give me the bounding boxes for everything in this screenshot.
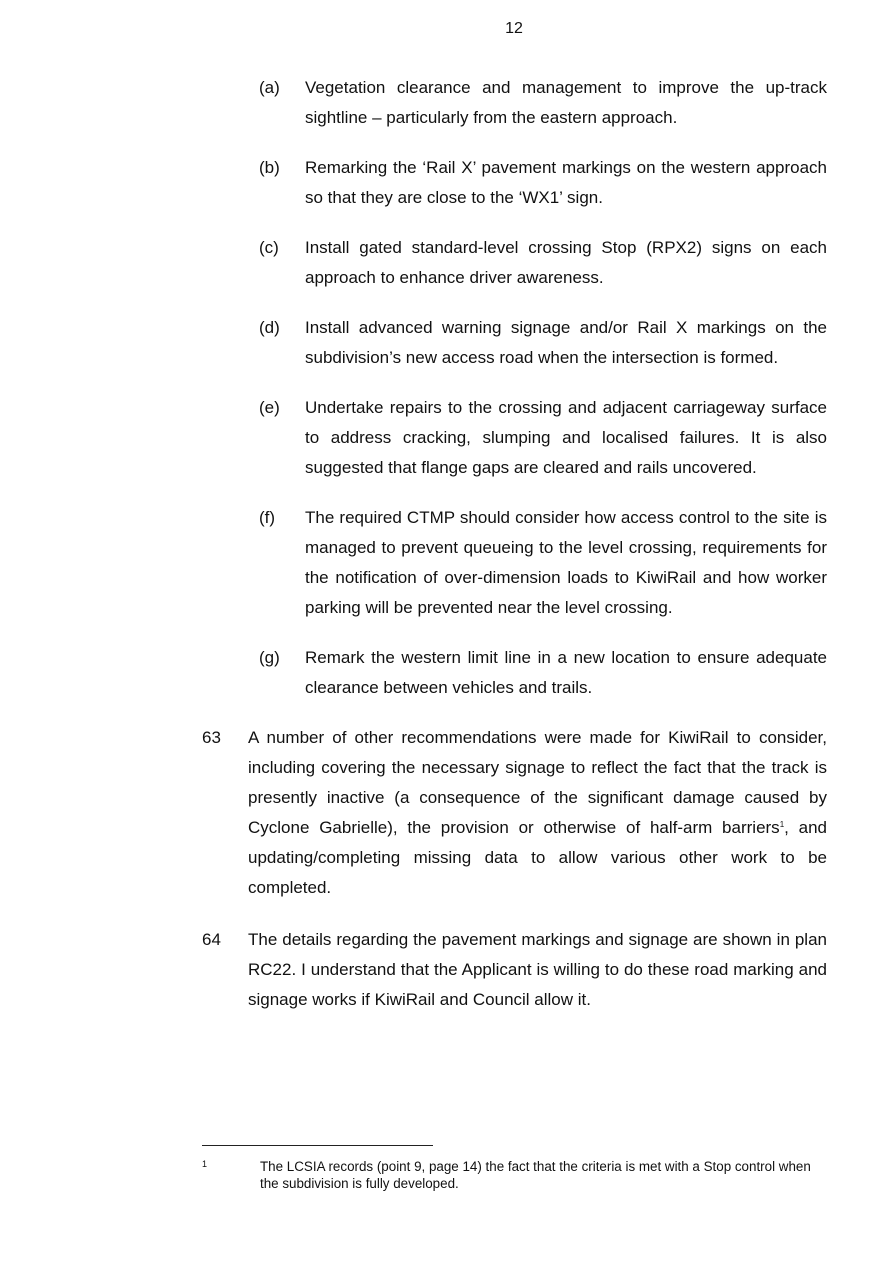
list-marker: (b) xyxy=(259,158,280,177)
list-item-b xyxy=(259,153,827,213)
list-item-text: Remark the western limit line in a new location to ensure adequate clearance between vehicles and trails. xyxy=(305,648,827,697)
list-marker: (a) xyxy=(259,78,280,97)
list-item-e xyxy=(259,393,827,483)
paragraph-63 xyxy=(202,723,827,903)
list-item-a xyxy=(259,73,827,133)
paragraph-text-part: , and updating/completing missing data to allow various other work to be completed. xyxy=(248,818,827,897)
list-item-g xyxy=(259,643,827,703)
footnote-reference[interactable]: 1 xyxy=(779,820,785,829)
footnote-text: The LCSIA records (point 9, page 14) the fact that the criteria is met with a Stop control when the subdivision is fully developed. xyxy=(260,1159,811,1191)
list-item-text: Install gated standard-level crossing Stop (RPX2) signs on each approach to enhance driver awareness. xyxy=(305,238,827,287)
list-marker: (e) xyxy=(259,398,280,417)
list-marker: (g) xyxy=(259,648,280,667)
list-item-f xyxy=(259,503,827,623)
list-item-text: Vegetation clearance and management to improve the up-track sightline – particularly from the eastern approach. xyxy=(305,78,827,127)
list-item-text: Install advanced warning signage and/or Rail X markings on the subdivision’s new access road when the intersection is formed. xyxy=(305,318,827,367)
paragraph-number: 64 xyxy=(202,930,221,949)
list-item-d xyxy=(259,313,827,373)
list-item-c xyxy=(259,233,827,293)
list-marker: (f) xyxy=(259,508,276,527)
list-marker: (d) xyxy=(259,318,280,337)
paragraph-text xyxy=(248,723,827,903)
list-marker: (c) xyxy=(259,238,279,257)
list-item-text: Undertake repairs to the crossing and adjacent carriageway surface to address cracking, slumping and localised failures. It is also suggested that flange gaps are cleared and rails uncovered. xyxy=(305,398,827,477)
paragraph-text-part: The details regarding the pavement markings and signage are shown in plan RC22. I understand that the Applicant is willing to do these road marking and signage works if KiwiRail and Council allow it. xyxy=(248,930,827,1009)
list-item-text: Remarking the ‘Rail X’ pavement markings on the western approach so that they are close to the ‘WX1’ sign. xyxy=(305,158,827,207)
paragraph-number: 63 xyxy=(202,728,221,747)
list-item-text: The required CTMP should consider how access control to the site is managed to prevent queueing to the level crossing, requirements for the notification of over-dimension loads to KiwiRail and how worker parking will be prevented near the level crossing. xyxy=(305,508,827,617)
paragraph-64 xyxy=(202,925,827,1015)
page-number: 12 xyxy=(505,20,523,37)
footnote-marker: 1 xyxy=(202,1159,208,1169)
paragraph-text-part: A number of other recommendations were made for KiwiRail to consider, including covering the necessary signage to reflect the fact that the track is presently inactive (a consequence of the significant damage caused by Cyclone Gabrielle), the provision or otherwise of half-arm barriers xyxy=(248,728,827,837)
paragraph-text xyxy=(248,925,827,1015)
footnote xyxy=(202,1158,827,1192)
footnote-separator xyxy=(202,1145,433,1146)
